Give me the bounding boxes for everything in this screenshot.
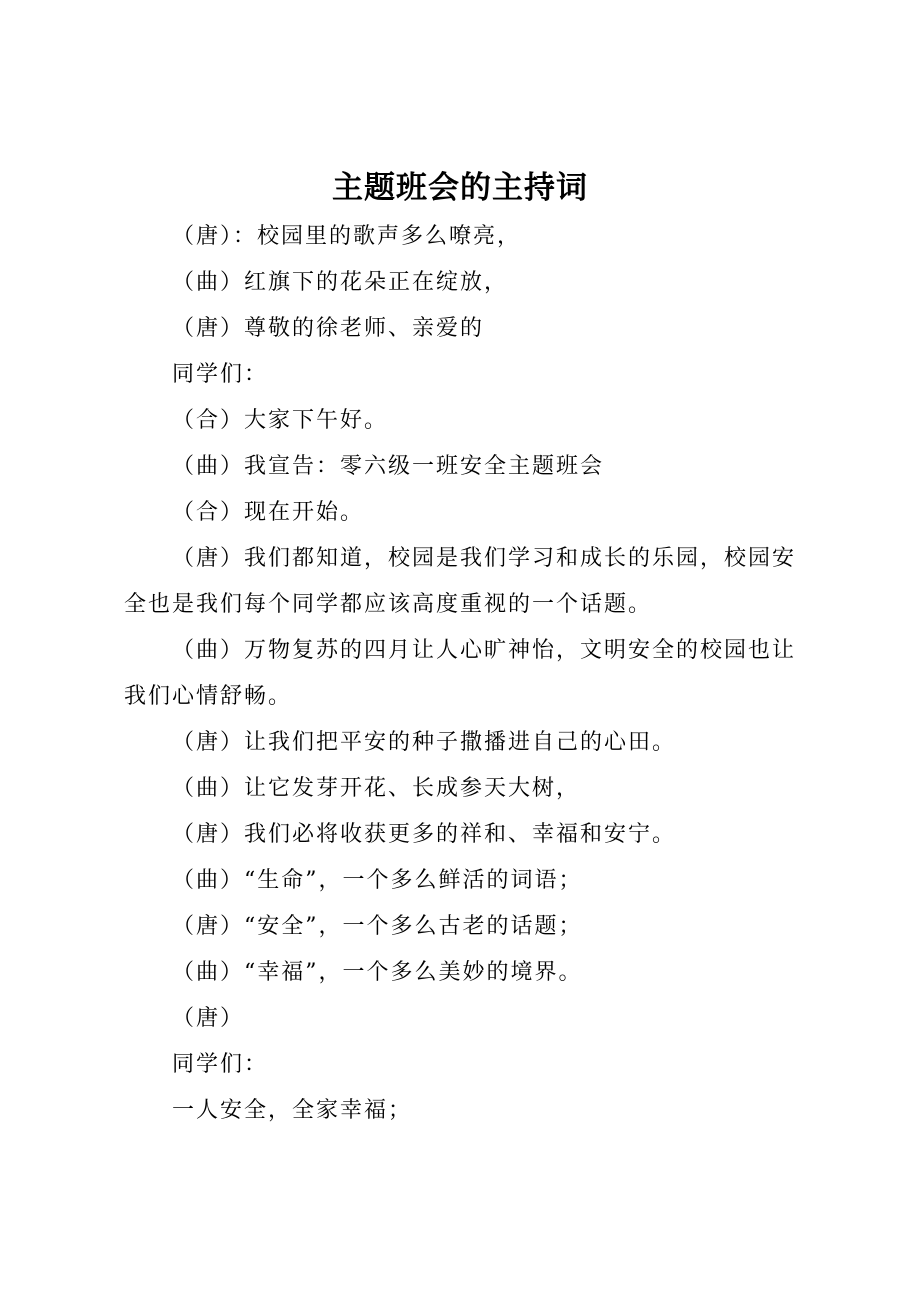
paragraph-13: （曲）“生命”，一个多么鲜活的词语； (172, 868, 583, 893)
paragraph-6: （曲）我宣告：零六级一班安全主题班会 (172, 454, 605, 479)
document-title: 主题班会的主持词 (332, 170, 588, 206)
paragraph-17: 同学们： (172, 1052, 269, 1077)
paragraph-16: （唐） (172, 1006, 245, 1031)
paragraph-9: （曲）万物复苏的四月让人心旷神怡，文明安全的校园也让我们心情舒畅。 (124, 638, 797, 709)
paragraph-1: （唐）：校园里的歌声多么嘹亮， (172, 224, 522, 249)
paragraph-18: 一人安全，全家幸福； (172, 1098, 413, 1123)
paragraph-7: （合）现在开始。 (172, 500, 365, 525)
paragraph-5: （合）大家下午好。 (172, 408, 389, 433)
paragraph-4: 同学们： (172, 362, 269, 387)
document-body (124, 214, 814, 1134)
paragraph-15: （曲）“幸福”，一个多么美妙的境界。 (172, 960, 583, 985)
paragraph-11: （曲）让它发芽开花、长成参天大树， (172, 776, 581, 801)
paragraph-14: （唐）“安全”，一个多么古老的话题； (172, 914, 583, 939)
paragraph-12: （唐）我们必将收获更多的祥和、幸福和安宁。 (172, 822, 677, 847)
paragraph-10: （唐）让我们把平安的种子撒播进自己的心田。 (172, 730, 677, 755)
paragraph-8: （唐）我们都知道，校园是我们学习和成长的乐园，校园安全也是我们每个同学都应该高度重视的一个话题。 (124, 546, 797, 617)
paragraph-2: （曲）红旗下的花朵正在绽放， (172, 270, 509, 295)
paragraph-3: （唐）尊敬的徐老师、亲爱的 (172, 316, 485, 341)
